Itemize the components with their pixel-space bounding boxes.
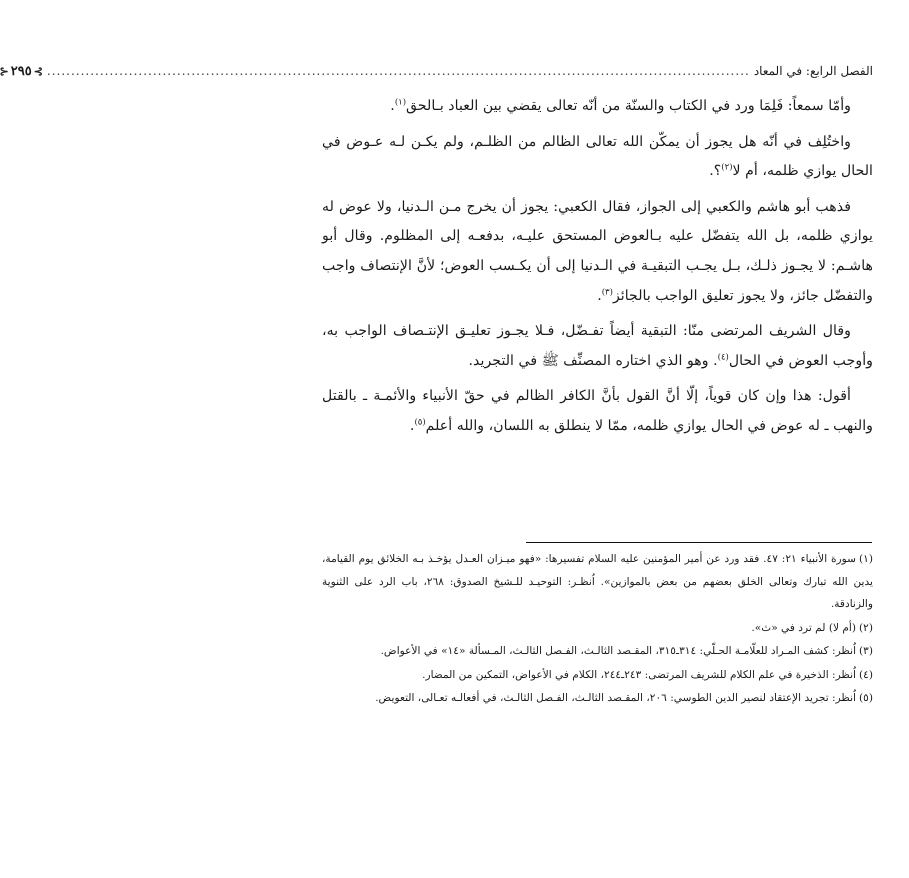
footnote-text: سورة الأنبياء ٢١: ٤٧. فقد ورد عن أمير المؤمنين عليه السلام تفسيرها: «فهو ميـزان العـدل يؤخـذ بـه الخلائق يوم القيامة، يدين الله تبارك وتعالى الخلق بعضهم من بعض بالموازين». اُنظـر: التوحيـد للـشيخ الصدوق: ٢٦٨، باب الرد على الثنوية والزنادقة. [322, 553, 873, 610]
footnote-item [322, 664, 873, 687]
page-number: ٢٩٥ [10, 63, 32, 79]
footnote-number: (١) [859, 553, 873, 565]
paragraph-5 [322, 382, 873, 441]
dot-leader: .................................................................................................................................................. [46, 64, 750, 78]
paragraph-text: وأمّا سمعاً: فَلِمَا ورد في الكتاب والسنّة من أنّه تعالى يقضي بين العباد بـالحق [406, 98, 851, 114]
paragraph-text: . وهو الذي اختاره المصنِّف ﷺ في التجريد. [468, 352, 718, 369]
footnote-item [322, 687, 873, 710]
footnote-item [322, 548, 873, 616]
paragraph-text: فذهب أبو هاشم والكعبي إلى الجواز، فقال الكعبي: يجوز أن يخرج مـن الـدنيا، ولا عوض له يوازي ظلمه، بل الله يتفضّل عليه بـالعوض المستحق عليـه، بدفعـه إلى المظلوم. وقال أبو هاشـم: لا يجـوز ذلـك، بـل يجـب التبقيـة في الـدنيا إلى أن يكـسب العوض؛ لأنَّ الإنتصاف واجب والتفضّل جائز، ولا يجوز تعليق الواجب بالجائز [322, 198, 873, 304]
paragraph-4 [322, 317, 873, 376]
paragraph-text: ؟. [709, 163, 722, 180]
footnote-number: (٤) [859, 668, 873, 681]
footnote-ref[interactable]: (٣) [601, 286, 613, 297]
paragraph-1 [322, 92, 873, 122]
paragraph-3 [322, 193, 873, 311]
footnote-number: (٥) [859, 692, 873, 704]
footnote-number: (٢) [859, 621, 873, 634]
ornament-left: ⊰ [0, 64, 9, 78]
paragraph-text: . [597, 287, 602, 304]
footnote-text: اُنظر: تجريد الإعتقاد لنصير الدين الطوسي: ٢٠٦، المقـصد الثالـث، الفـصل الثالـث، في أفعالـه تعـالى، التعويض. [375, 692, 857, 704]
running-header [0, 60, 873, 82]
ornament-right: ⊱ [33, 64, 43, 78]
paragraph-text: وقال الشريف المرتضى منّا: التبقية أيضاً تفـضّل، فـلا يجـوز تعليـق الإنتـصاف الواجب به، وأوجب العوض في الحال [322, 323, 873, 369]
page-number-box [0, 64, 43, 79]
chapter-title: الفصل الرابع: في المعاد [753, 64, 873, 78]
footnote-separator [526, 542, 872, 543]
paragraph-text: . [390, 98, 395, 114]
footnote-text: اُنظر: الذخيرة في علم الكلام للشريف المرتضى: ٢٤٣ـ٢٤٤، الكلام في الأعواض، التمكين من المضار. [422, 668, 857, 681]
footnote-item [322, 640, 873, 663]
main-text [322, 92, 873, 448]
footnote-ref[interactable]: (٤) [717, 352, 729, 363]
footnote-number: (٣) [859, 645, 873, 657]
footnote-text: اُنظر: كشف المـراد للعلّامـة الحـلّي: ٣١٤ـ٣١٥، المقـصد الثالـث، الفـصل الثالـث، المـسألة «١٤» في الأعواض. [380, 645, 857, 657]
footnote-ref[interactable]: (٢) [721, 162, 733, 173]
footnote-text: (أم لا) لم ترد في «ث». [751, 621, 857, 634]
footnote-ref[interactable]: (١) [394, 97, 407, 108]
paragraph-text: أقول: هذا وإن كان قوياً، إلّا أنَّ القول بأنَّ الكافر الظالم في حقّ الأنبياء والأئمـة ـ بالقتل والنهب ـ له عوض في الحال يوازي ظلمه، ممّا لا ينطلق به اللسان، والله أعلم [322, 388, 873, 434]
footnote-ref[interactable]: (٥) [414, 417, 426, 428]
paragraph-text: واختُلِف في أنّه هل يجوز أن يمكّن الله تعالى الظالم من الظلـم، ولم يكـن لـه عـوض في الحال يوازي ظلمه، أم لا [322, 133, 873, 180]
footnotes [322, 548, 873, 711]
paragraph-2 [322, 128, 873, 187]
footnote-item [322, 617, 873, 640]
paragraph-text: . [409, 417, 415, 434]
